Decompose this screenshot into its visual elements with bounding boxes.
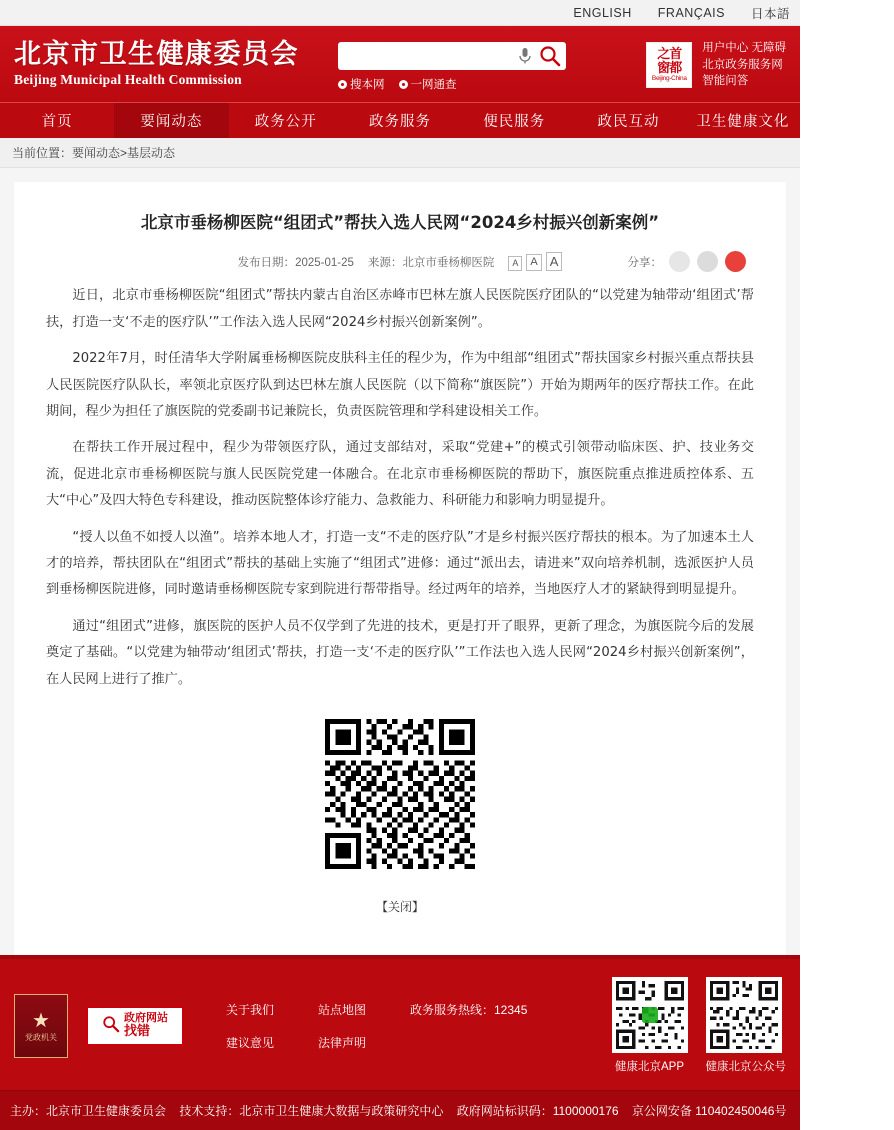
article-container <box>14 182 786 955</box>
language-link-japanese[interactable]: 日本語 <box>750 6 790 21</box>
article-paragraph: 通过“组团式”进修，旗医院的医护人员不仅学到了先进的技术，更是打开了眼界，更新了理念，为旗医院今后的发展奠定了基础。“以党建为轴带动‘组团式’帮扶，打造一支‘不走的医疗队’”工作法也入选人民网“2024乡村振兴创新案例”，在人民网上进行了推广。 <box>46 618 754 687</box>
favorite-icon[interactable] <box>725 251 746 272</box>
nav-item-public-service[interactable]: 便民服务 <box>483 114 546 130</box>
wechat-qr-block <box>706 977 787 1074</box>
copyright-site-code: 政府网站标识码：1100000176 <box>456 1104 619 1119</box>
article-qr-wrap <box>46 719 754 874</box>
site-header <box>0 26 800 102</box>
font-size-controls <box>508 252 562 271</box>
nav-item-news[interactable]: 要闻动态 <box>114 103 228 138</box>
page-title: 北京市垂杨柳医院“组团式”帮扶入选人民网“2024乡村振兴创新案例” <box>140 213 660 232</box>
language-link-french[interactable]: FRANÇAIS <box>657 5 725 20</box>
weibo-icon[interactable] <box>669 251 690 272</box>
language-bar <box>0 0 800 26</box>
seal-line2: 窗都 <box>657 59 682 75</box>
seal-line1: 之首 <box>657 45 682 61</box>
close-link[interactable]: 【关闭】 <box>375 900 424 915</box>
nav-item-home[interactable]: 首页 <box>41 114 73 130</box>
search-scope-site-label: 搜本网 <box>350 79 385 91</box>
breadcrumb-item-news[interactable]: 要闻动态 <box>72 146 121 160</box>
site-title-en: Beijing Municipal Health Commission <box>14 71 242 87</box>
search-icon[interactable] <box>538 44 562 68</box>
font-size-small-button[interactable]: A <box>508 256 522 271</box>
footer-hotline: 政务服务热线：12345 <box>410 1002 528 1017</box>
search-scope-options <box>338 76 566 92</box>
copyright-support: 技术支持：北京市卫生健康大数据与政策研究中心 <box>179 1104 444 1119</box>
copyright-police-record: 京公网安备 110402450046号 <box>631 1104 787 1119</box>
article-body <box>46 283 754 693</box>
magnifier-icon <box>102 1015 120 1036</box>
copyright-bar <box>0 1090 884 1130</box>
article-source: 来源：北京市垂杨柳医院 <box>367 256 495 269</box>
article-paragraph: 在帮扶工作开展过程中，程少为带领医疗队，通过支部结对，采取“党建+”的模式引领带动临床医、护、技业务交流，促进北京市垂杨柳医院与旗人民医院党建一体融合。在北京市垂杨柳医院的帮助下，旗医院重点推进质控体系、五大“中心”及四大特色专科建设，推动医院整体诊疗能力、急救能力、科研能力和影响力明显提升。 <box>46 440 754 509</box>
copyright-icp: 京ICP备140238 <box>799 1104 884 1119</box>
breadcrumb-item-grassroots[interactable]: 基层动态 <box>127 146 176 160</box>
article-qr-code <box>325 719 475 869</box>
footer-link-legal[interactable]: 法律声明 <box>318 1035 367 1050</box>
search-scope-all[interactable] <box>399 76 457 92</box>
seal-caption: Beijing-China <box>651 75 687 83</box>
footer-link-suggestion[interactable]: 建议意见 <box>226 1035 275 1050</box>
search-area <box>338 42 566 92</box>
gov-report-line1: 政府网站 <box>124 1011 168 1024</box>
share-label: 分享： <box>627 256 662 269</box>
footer-link-about[interactable]: 关于我们 <box>226 1002 275 1017</box>
article-paragraph: “授人以鱼不如授人以渔”。培养本地人才，打造一支“不走的医疗队”才是乡村振兴医疗帮扶的根本。为了加速本土人才的培养，帮扶团队在“组团式”帮扶的基础上实施了“组团式”进修：通过“派出去，请进来”双向培养机制，选派医护人员到垂杨柳医院进修，同时邀请垂杨柳医院专家到院进行帮带指导。经过两年的培养，当地医疗人才的紧缺得到明显提升。 <box>46 529 754 598</box>
header-link-smart-qa[interactable]: 智能问答 <box>702 75 749 88</box>
header-link-service-net[interactable]: 北京政务服务网 <box>702 58 783 71</box>
app-qr-caption: 健康北京APP <box>614 1061 684 1074</box>
capital-window-seal[interactable] <box>646 42 692 88</box>
copyright-host: 主办：北京市卫生健康委员会 <box>10 1104 167 1119</box>
emblem-glyph: ★ <box>32 1009 50 1032</box>
article-meta <box>46 252 754 283</box>
footer-link-sitemap[interactable]: 站点地图 <box>318 1002 367 1017</box>
wechat-qr-code <box>706 977 782 1053</box>
badge-label: 党政机关 <box>25 1032 57 1042</box>
search-scope-site[interactable] <box>338 76 385 92</box>
font-size-medium-button[interactable]: A <box>526 254 541 271</box>
article-paragraph: 2022年7月，时任清华大学附属垂杨柳医院皮肤科主任的程少为，作为中组部“组团式”帮扶国家乡村振兴重点帮扶县人民医院医疗队队长，率领北京医疗队到达巴林左旗人民医院（以下简称“旗医院”）开始为期两年的医疗帮扶工作。在此期间，程少为担任了旗医院的党委副书记兼院长，负责医院管理和学科建设相关工作。 <box>46 351 754 420</box>
radio-icon-site[interactable] <box>338 80 347 89</box>
search-box[interactable] <box>338 42 566 70</box>
breadcrumb <box>0 138 800 168</box>
microphone-icon[interactable] <box>518 47 532 65</box>
nav-item-culture[interactable]: 卫生健康文化 <box>696 114 790 130</box>
gov-report-line2: 找错 <box>124 1023 151 1039</box>
header-right <box>646 40 786 90</box>
gov-report-text <box>124 1012 168 1040</box>
header-links <box>702 40 786 90</box>
site-title-cn: 北京市卫生健康委员会 <box>14 39 299 71</box>
nav-item-interaction[interactable]: 政民互动 <box>597 114 660 130</box>
wechat-qr-caption: 健康北京公众号 <box>705 1061 786 1074</box>
main-nav <box>0 102 800 138</box>
footer-qr-codes <box>612 977 787 1074</box>
nav-item-affairs-service[interactable]: 政务服务 <box>368 114 431 130</box>
page-body <box>0 168 800 955</box>
footer-link-spacer <box>410 1034 527 1051</box>
breadcrumb-separator: > <box>120 145 128 160</box>
nav-item-affairs-disclosure[interactable]: 政务公开 <box>254 114 317 130</box>
publish-date: 发布日期：2025-01-25 <box>237 256 354 269</box>
app-qr-code <box>612 977 688 1053</box>
site-logo[interactable] <box>14 41 299 87</box>
share-area <box>628 251 747 272</box>
search-input[interactable] <box>346 44 518 68</box>
font-size-large-button[interactable]: A <box>546 252 563 271</box>
header-link-user-center[interactable]: 用户中心 无障碍 <box>702 42 786 54</box>
article-paragraph: 近日，北京市垂杨柳医院“组团式”帮扶内蒙古自治区赤峰市巴林左旗人民医院医疗团队的“以党建为轴带动‘组团式’帮扶，打造一支‘不走的医疗队’”工作法入选人民网“2024乡村振兴创新案例”。 <box>46 288 754 330</box>
footer-links <box>226 1001 527 1051</box>
search-scope-all-label: 一网通查 <box>410 79 457 91</box>
site-footer <box>0 955 800 1090</box>
breadcrumb-prefix: 当前位置： <box>12 146 73 160</box>
gov-website-report-button[interactable] <box>86 1006 184 1046</box>
police-emblem-icon[interactable] <box>14 994 68 1058</box>
app-qr-block <box>612 977 688 1074</box>
radio-icon-all[interactable] <box>399 80 408 89</box>
wechat-icon[interactable] <box>697 251 718 272</box>
language-link-english[interactable]: ENGLISH <box>573 5 632 20</box>
